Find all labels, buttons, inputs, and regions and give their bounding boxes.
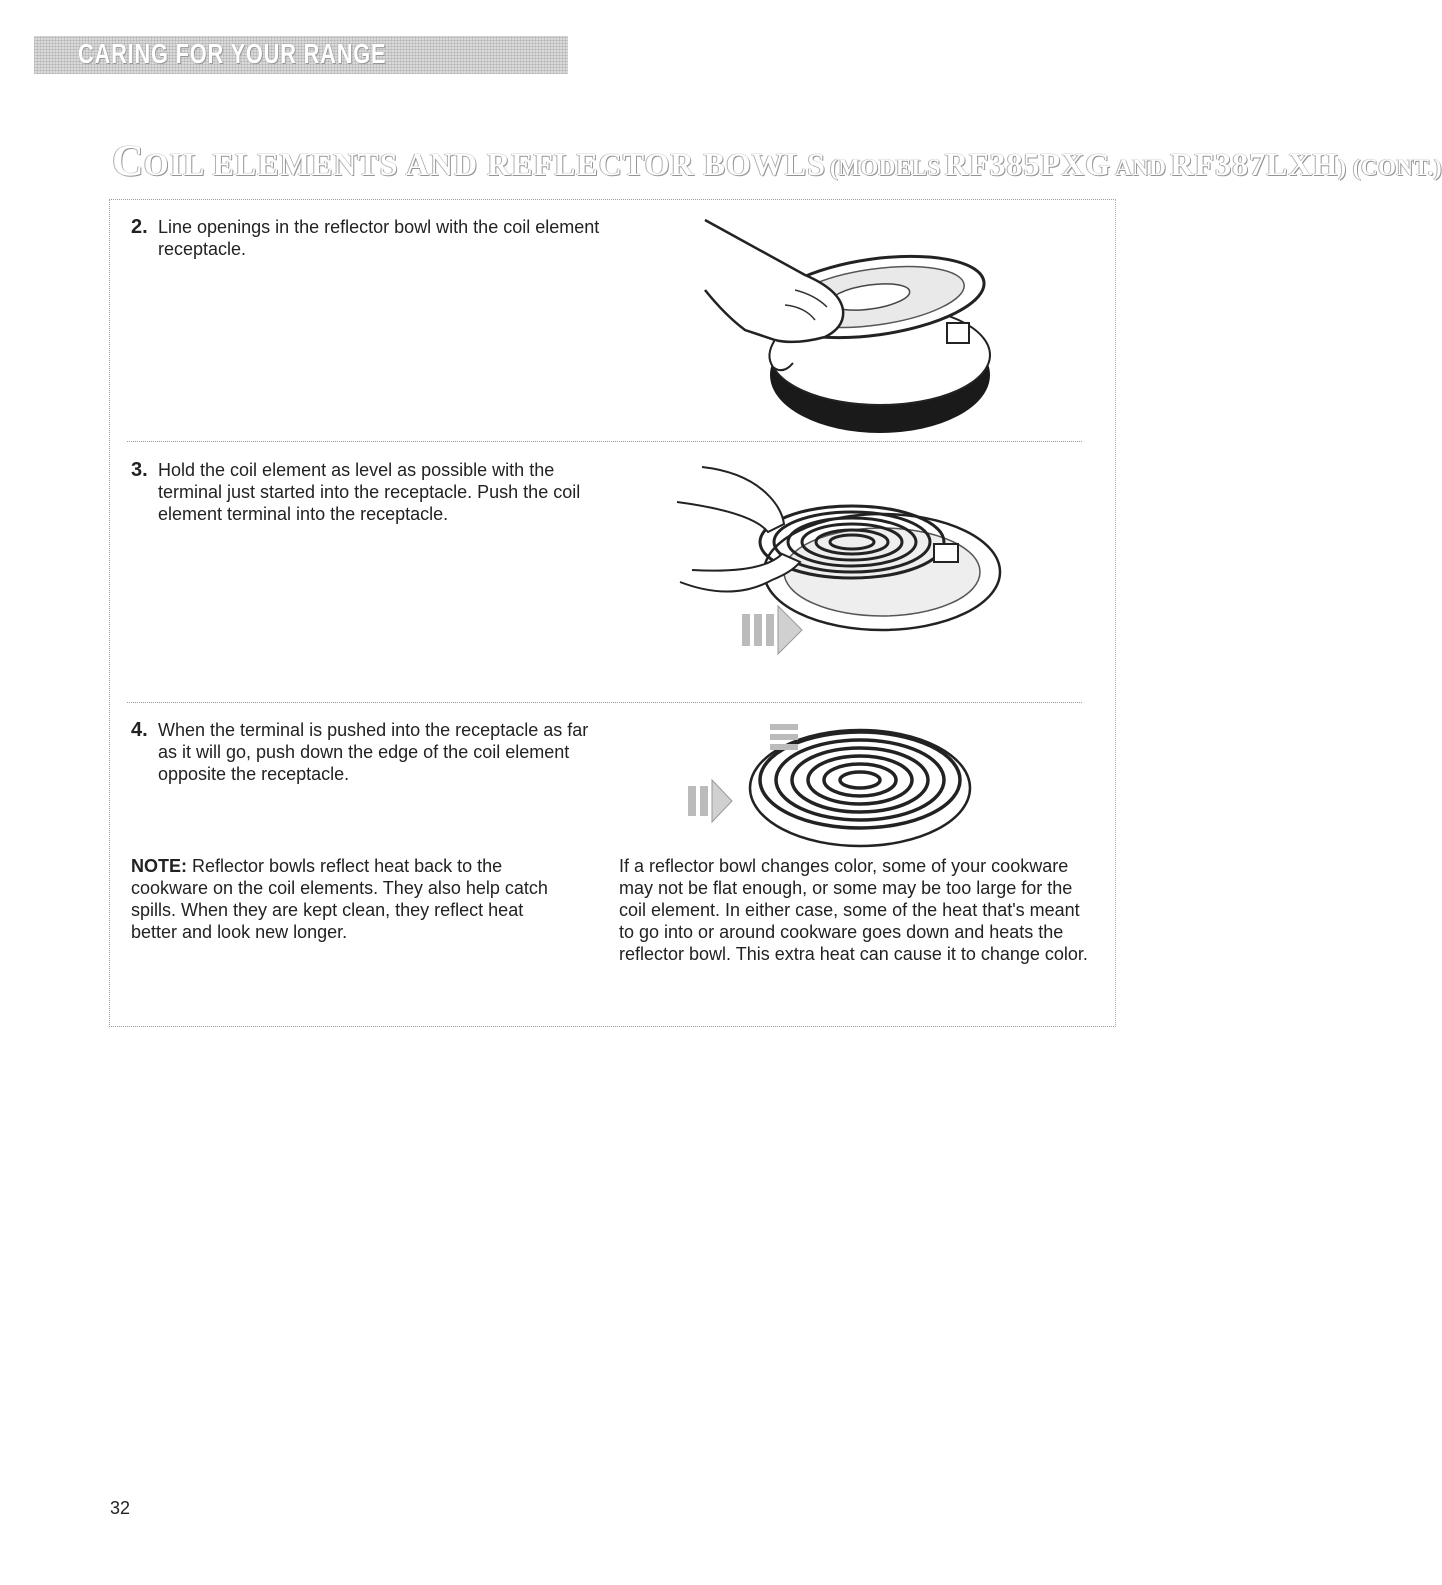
section-title-sub-close: ) (CONT.) [1338,155,1442,180]
section-title-and: AND [1115,155,1167,180]
color-change-paragraph [619,855,1089,965]
section-title-main: OIL ELEMENTS AND REFLECTOR BOWLS [143,146,827,182]
section-title-sub-open: (MODELS [830,155,941,180]
section-divider [127,441,1082,442]
hand-inserting-coil-element-icon [672,462,1007,680]
section-title [112,135,1442,187]
note-text: Reflector bowls reflect heat back to the cookware on the coil elements. They also help catch spills. When they are kept clean, they reflect heat better and look new longer. [131,856,548,942]
step-number: 2. [131,216,148,238]
step-text: Hold the coil element as level as possible with the terminal just started into the receptacle. Push the coil element terminal into the receptacle. [158,460,581,524]
banner-title: CARING FOR YOUR RANGE [78,38,387,69]
hand-placing-reflector-bowl-icon [665,215,1010,440]
step-number: 4. [131,719,148,741]
note-paragraph [131,855,571,943]
note-label: NOTE: [131,856,187,876]
section-title-model-1: RF385PXG [944,146,1112,182]
section-title-initial: C [112,136,144,185]
section-title-model-2: RF387LXH [1170,146,1339,182]
step-text: When the terminal is pushed into the receptacle as far as it will go, push down the edge of the coil element opposite the receptacle. [158,720,589,784]
page-number: 32 [110,1498,131,1518]
step-4 [131,719,611,785]
header-banner [34,36,568,74]
step-number: 3. [131,459,148,481]
step-3 [131,459,611,525]
pressing-coil-element-down-icon [680,718,980,850]
color-change-text: If a reflector bowl changes color, some of your cookware may not be flat enough, or some may be too large for the coil element. In either case, some of the heat that's meant to go into or around cookware goes down and heats the reflector bowl. This extra heat can cause it to change color. [619,856,1088,964]
step-text: Line openings in the reflector bowl with the coil element receptacle. [158,217,600,259]
step-2 [131,216,601,260]
section-divider [127,702,1082,703]
